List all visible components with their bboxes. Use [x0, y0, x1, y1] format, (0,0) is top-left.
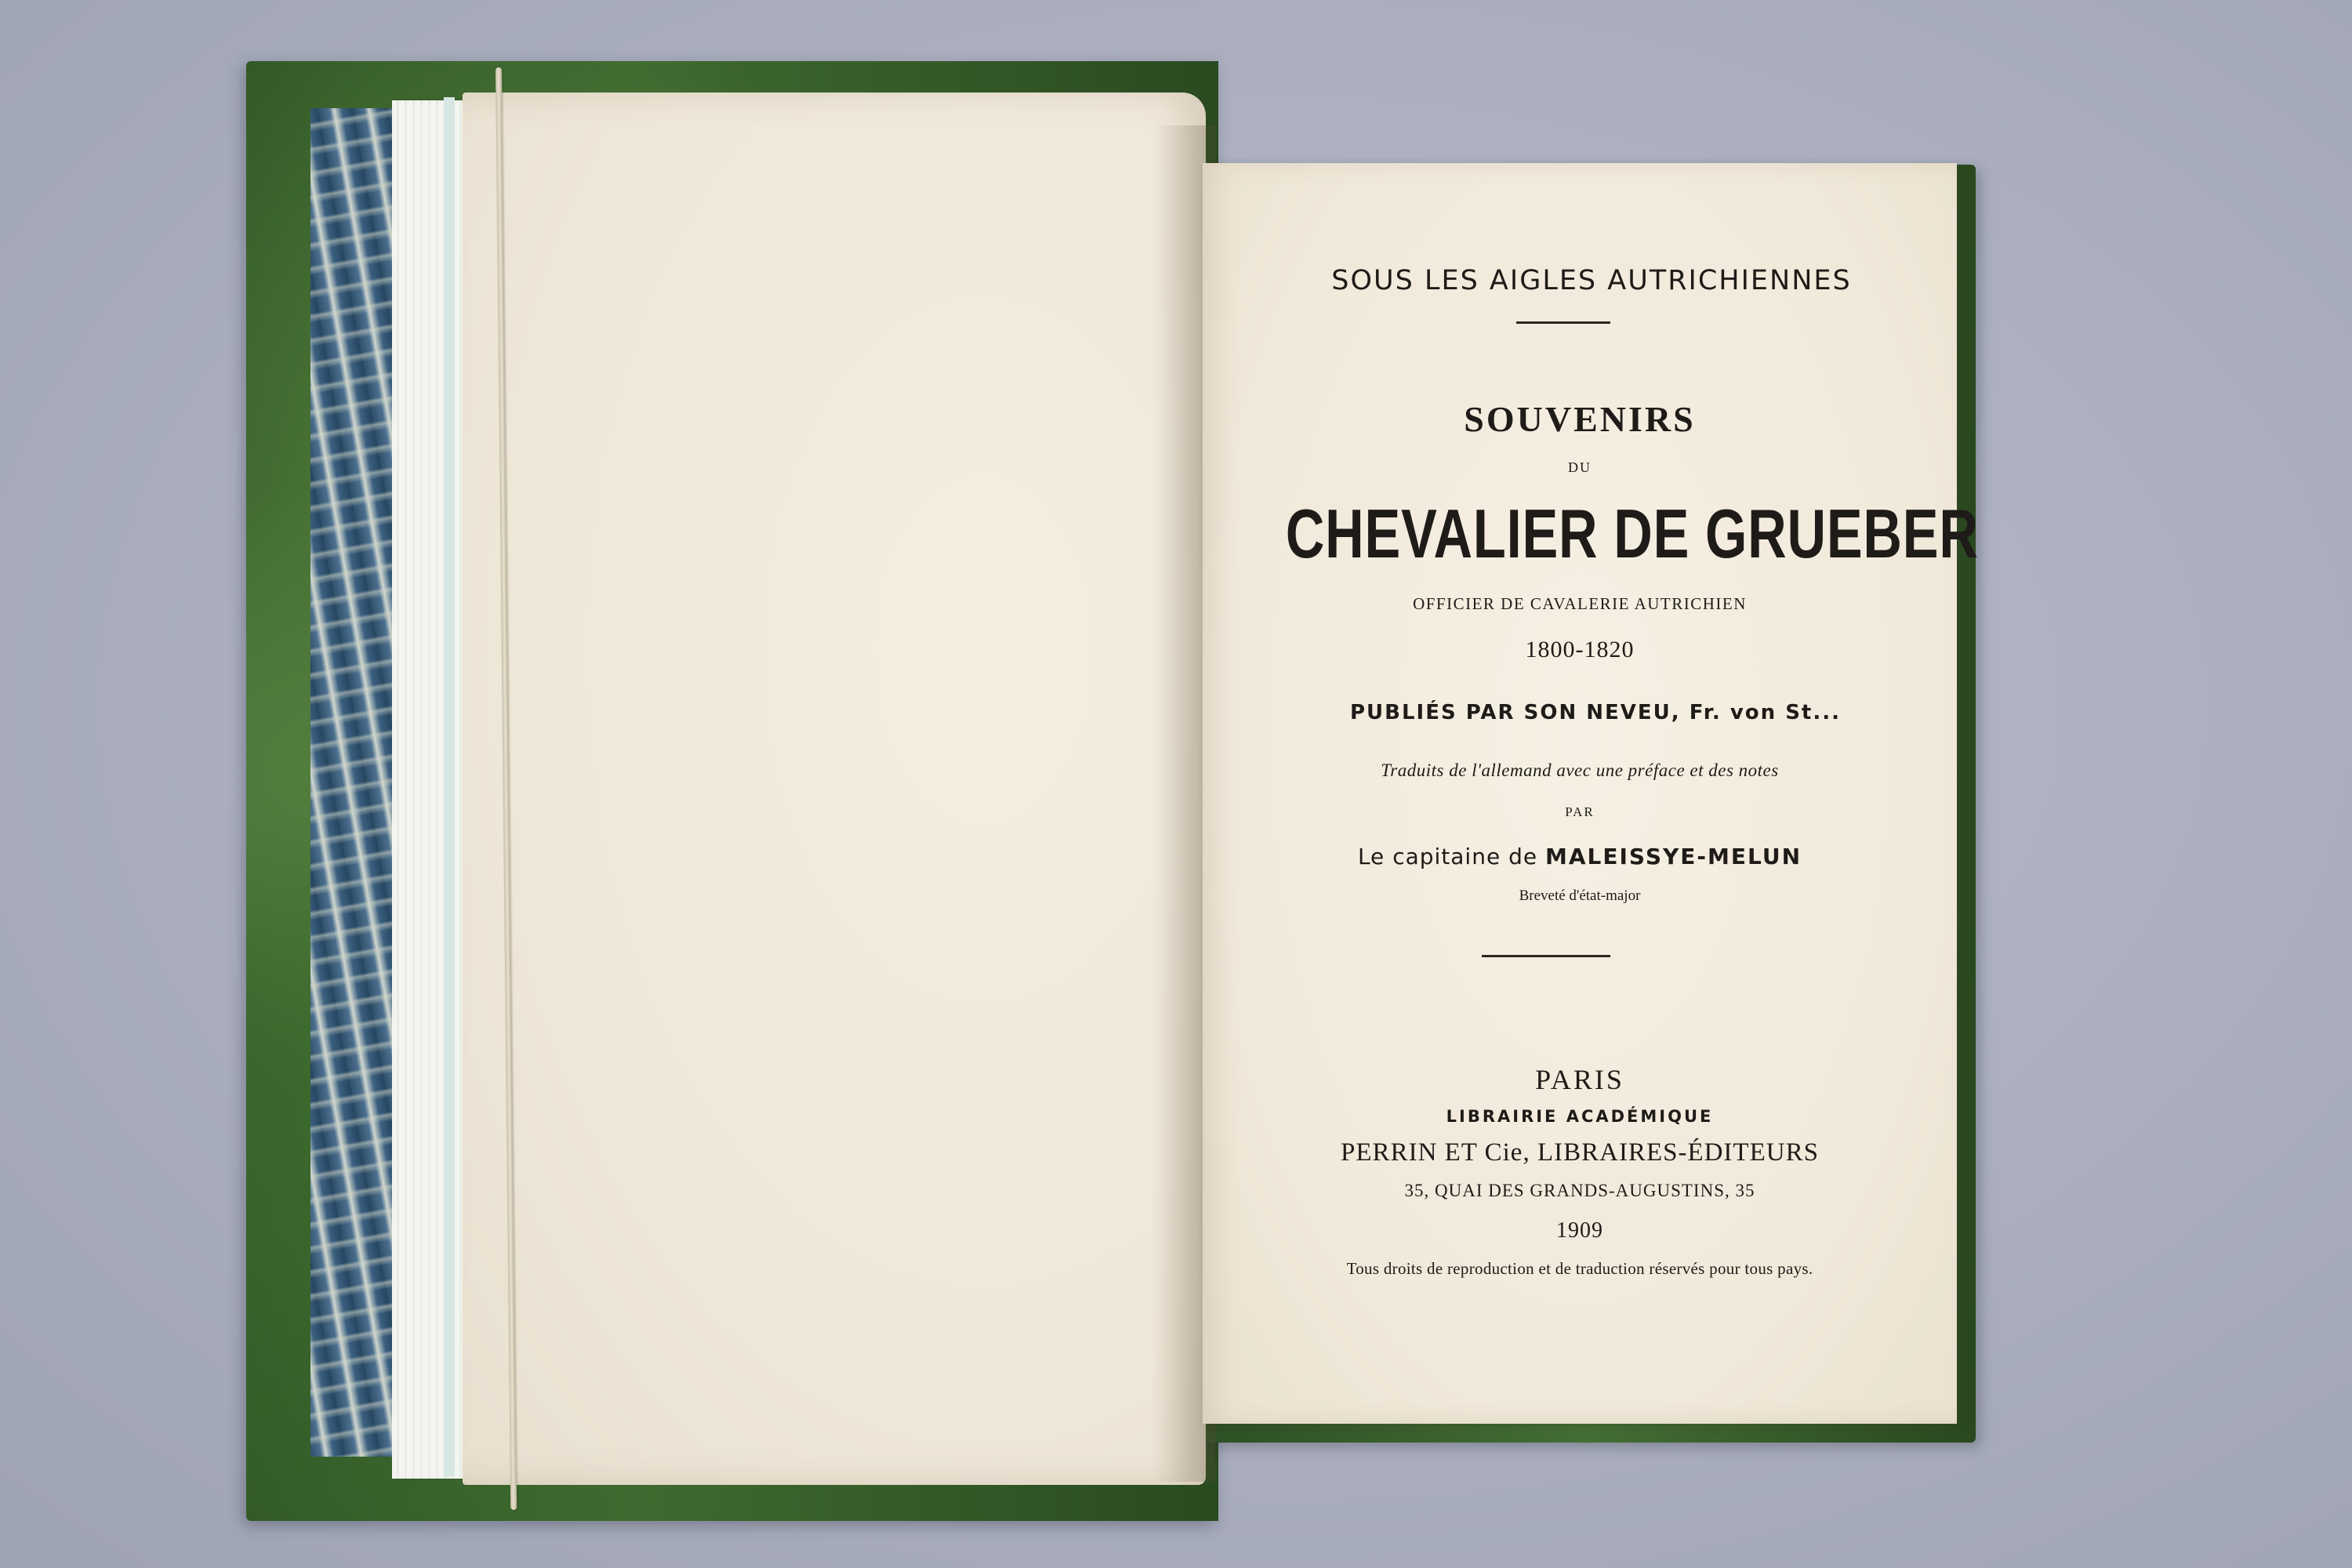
series-title: SOUS LES AIGLES AUTRICHIENNES: [1331, 265, 1852, 296]
translator-name: MALEISSYE-MELUN: [1545, 844, 1802, 869]
blank-verso-page: [463, 93, 1206, 1485]
subtitle: OFFICIER DE CAVALERIE AUTRICHIEN: [1413, 594, 1747, 613]
translator-title: Breveté d'état-major: [1519, 887, 1641, 904]
main-title: CHEVALIER DE GRUEBER: [1285, 495, 1979, 572]
tinted-flyleaf: [444, 97, 455, 1477]
years: 1800-1820: [1525, 637, 1635, 662]
middle-rule: [1482, 955, 1610, 957]
top-rule: [1516, 321, 1610, 324]
rights-notice: Tous droits de reproduction et de traduction réservés pour tous pays.: [1346, 1259, 1813, 1278]
publisher-house: LIBRAIRIE ACADÉMIQUE: [1446, 1107, 1714, 1126]
title-page: [1203, 163, 1979, 1424]
publisher-firm: PERRIN ET Cie, LIBRAIRES-ÉDITEURS: [1341, 1138, 1819, 1167]
publication-year: 1909: [1556, 1218, 1603, 1243]
publisher-address: 35, QUAI DES GRANDS-AUGUSTINS, 35: [1404, 1181, 1755, 1200]
translator-line: [1203, 844, 1957, 869]
publisher-city: PARIS: [1535, 1064, 1624, 1095]
translator-prefix: Le capitaine de: [1357, 844, 1538, 869]
marbled-endpaper: [310, 108, 395, 1457]
title-souvenirs: SOUVENIRS: [1464, 399, 1696, 439]
par-label: PAR: [1565, 804, 1595, 819]
title-du: DU: [1568, 459, 1592, 475]
published-by: PUBLIÉS PAR SON NEVEU, Fr. von St...: [1349, 701, 1841, 724]
translation-note: Traduits de l'allemand avec une préface et des notes: [1381, 760, 1779, 780]
